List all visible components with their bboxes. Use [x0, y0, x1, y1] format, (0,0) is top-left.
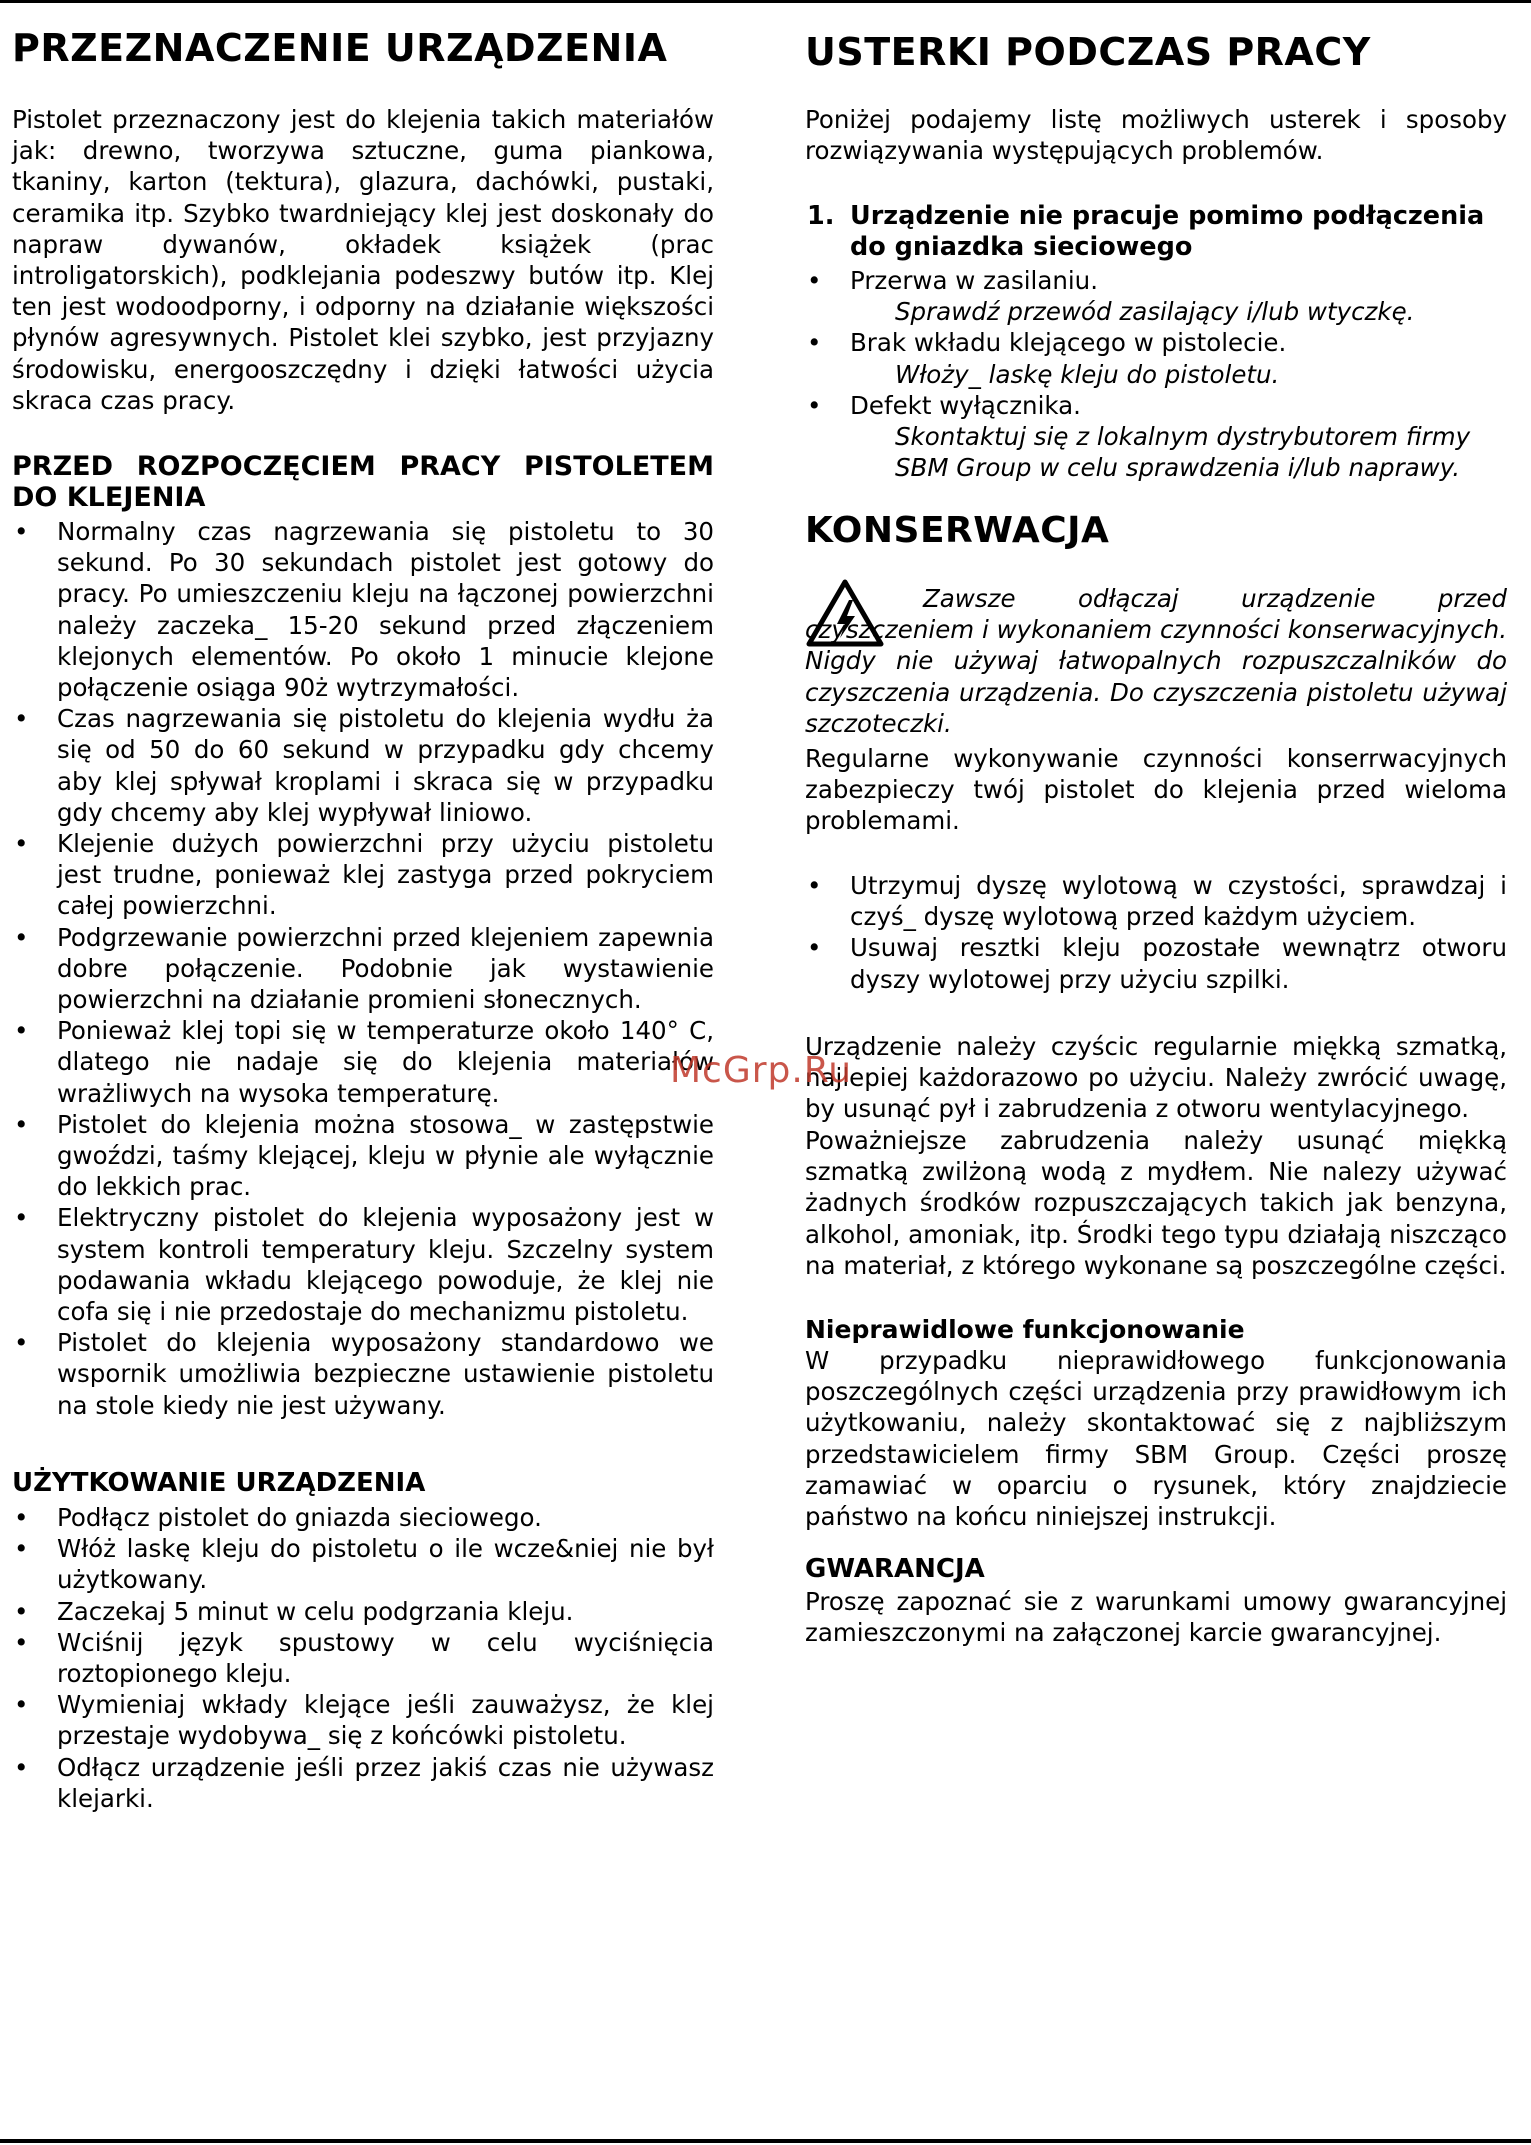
list-item: • Elektryczny pistolet do klejenia wyposażony jest w system kontroli temperatury kleju. Szczelny system podawania wkładu klejącego powoduje, że klej nie cofa się i nie przedostaje do mechanizmu pistoletu.: [12, 1202, 714, 1327]
warranty-paragraph: Proszę zapoznać sie z warunkami umowy gwarancyjnej zamieszczonymi na załączonej karcie gwarancyjnej.: [805, 1587, 1507, 1648]
usage-list: [12, 1502, 714, 1814]
fault-causes-list: [805, 265, 1507, 483]
list-item: • Pistolet do klejenia wyposażony standardowo we wspornik umożliwia bezpieczne ustawienie pistoletu na stole kiedy nie jest używany.: [12, 1327, 714, 1421]
top-rule: [0, 0, 1531, 3]
fault-title: Urządzenie nie pracuje pomimo podłączenia do gniazdka sieciowego: [850, 201, 1485, 262]
list-item: • Czas nagrzewania się pistoletu do klejenia wydłu ża się od 50 do 60 sekund w przypadku gdy chcemy aby klej spływał kroplami i skraca się w przypadku gdy chcemy aby klej wypływał liniowo.: [12, 703, 714, 828]
list-item: • Pistolet do klejenia można stosowa_ w zastępstwie gwoździ, taśmy klejącej, kleju w płynie ale wyłącznie do lekkich prac.: [12, 1109, 714, 1203]
list-item: • Podłącz pistolet do gniazda sieciowego.: [12, 1502, 714, 1533]
purpose-paragraph: Pistolet przeznaczony jest do klejenia takich materiałów jak: drewno, tworzywa sztuczne, guma piankowa, tkaniny, karton (tektura), glazura, dachówki, pustaki, ceramika itp. Szybko twardniejący klej jest doskonały do napraw dywanów, okładek książek (prac introligatorskich), podklejania podeszwy butów itp. Klej ten jest wodoodporny, i odporny na działanie większości płynów agresywnych. Pistolet klei szybko, jest przyjazny środowisku, energooszczędny i dzięki łatwości użycia skraca czas pracy.: [12, 105, 714, 415]
fault-remedy: Skontaktuj się z lokalnym dystrybutorem firmy SBM Group w celu sprawdzenia i/lub naprawy.: [895, 422, 1471, 483]
list-item: • Odłącz urządzenie jeśli przez jakiś czas nie używasz klejarki.: [12, 1752, 714, 1814]
list-item: [805, 327, 1507, 389]
cleaning-paragraph-2: Poważniejsze zabrudzenia należy usunąć miękką szmatką zwilżoną wodą z mydłem. Nie nalezy używać żadnych środków rozpuszczających takich jak benzyna, alkohol, amoniak, itp. Środki tego typu działają niszcząco na materiał, z którego wykonane są poszczególne części.: [805, 1126, 1507, 1280]
fault-remedy: Włoży_ laskę kleju do pistoletu.: [895, 359, 1280, 389]
malfunction-heading: Nieprawidlowe funkcjonowanie: [805, 1315, 1245, 1344]
section-heading-before-work: PRZED ROZPOCZĘCIEM PRACY PISTOLETEM DO KLEJENIA: [12, 451, 714, 513]
list-item: • Utrzymuj dyszę wylotową w czystości, sprawdzaj i czyś_ dyszę wylotową przed każdym użyciem.: [805, 870, 1507, 932]
fault-cause: Przerwa w zasilaniu.: [850, 266, 1099, 295]
fault-number: 1.: [807, 201, 835, 231]
faults-intro: Poniżej podajemy listę możliwych usterek i sposoby rozwiązywania występujących problemów.: [805, 105, 1507, 166]
list-item: [805, 390, 1507, 484]
fault-cause: Defekt wyłącznika.: [850, 390, 1081, 420]
before-work-list: [12, 516, 714, 1421]
cleaning-paragraph-1: Urządzenie należy czyścic regularnie miękką szmatką, najlepiej każdorazowo po użyciu. Należy zwrócić uwagę, by usunąć pył i zabrudzenia z otworu wentylacyjnego.: [805, 1032, 1507, 1124]
list-item: • Usuwaj resztki kleju pozostałe wewnątrz otworu dyszy wylotowej przy użyciu szpilki.: [805, 932, 1507, 994]
fault-heading: [805, 201, 1507, 263]
maintenance-list: [805, 870, 1507, 995]
list-item: • Normalny czas nagrzewania się pistoletu to 30 sekund. Po 30 sekundach pistolet jest gotowy do pracy. Po umieszczeniu kleju na łączonej powierzchni należy zaczeka_ 15-20 sekund przed złączeniem klejonych elementów. Po około 1 minucie klejone połączenie osiąga 90ż wytrzymałości.: [12, 516, 714, 703]
maintenance-warning: Zawsze odłączaj urządzenie przed czyszczeniem i wykonaniem czynności konserwacyjnych. Nigdy nie używaj łatwopalnych rozpuszczalników do czyszczenia urządzenia. Do czyszczenia pistoletu używaj szczoteczki.: [805, 584, 1507, 738]
list-item: • Włóż laskę kleju do pistoletu o ile wcze&niej nie był użytkowany.: [12, 1533, 714, 1595]
list-item: • Zaczekaj 5 minut w celu podgrzania kleju.: [12, 1596, 714, 1627]
section-title-purpose: PRZEZNACZENIE URZĄDZENIA: [12, 26, 668, 70]
list-item: • Wciśnij język spustowy w celu wyciśnięcia roztopionego kleju.: [12, 1627, 714, 1689]
list-item: • Klejenie dużych powierzchni przy użyciu pistoletu jest trudne, ponieważ klej zastyga przed pokryciem całej powierzchni.: [12, 828, 714, 922]
list-item: • Wymieniaj wkłady klejące jeśli zauważysz, że klej przestaje wydobywa_ się z końcówki pistoletu.: [12, 1689, 714, 1751]
bottom-rule: [0, 2139, 1531, 2143]
list-item: • Podgrzewanie powierzchni przed klejeniem zapewnia dobre połączenie. Podobnie jak wystawienie powierzchni na działanie promieni słonecznych.: [12, 922, 714, 1016]
watermark: McGrp.Ru: [670, 1050, 853, 1091]
section-title-faults: USTERKI PODCZAS PRACY: [805, 30, 1371, 74]
section-heading-usage: UŻYTKOWANIE URZĄDZENIA: [12, 1468, 426, 1498]
section-title-maintenance: KONSERWACJA: [805, 510, 1110, 551]
warranty-heading: GWARANCJA: [805, 1554, 985, 1584]
list-item: [805, 265, 1507, 327]
list-item: • Ponieważ klej topi się w temperaturze około 140° C, dlatego nie nadaje się do klejenia materiałów wrażliwych na wysoka temperaturę.: [12, 1015, 714, 1109]
regular-maintenance-paragraph: Regularne wykonywanie czynności konserrwacyjnych zabezpieczy twój pistolet do klejenia przed wieloma problemami.: [805, 744, 1507, 836]
fault-cause: Brak wkładu klejącego w pistolecie.: [850, 328, 1287, 358]
fault-remedy: Sprawdź przewód zasilający i/lub wtyczkę.: [895, 297, 1415, 327]
malfunction-paragraph: W przypadku nieprawidłowego funkcjonowania poszczególnych części urządzenia przy prawidłowym ich użytkowaniu, należy skontaktować się z najbliższym przedstawicielem firmy SBM Group. Części proszę zamawiać w oparciu o rysunek, który znajdziecie państwo na końcu niniejszej instrukcji.: [805, 1346, 1507, 1532]
